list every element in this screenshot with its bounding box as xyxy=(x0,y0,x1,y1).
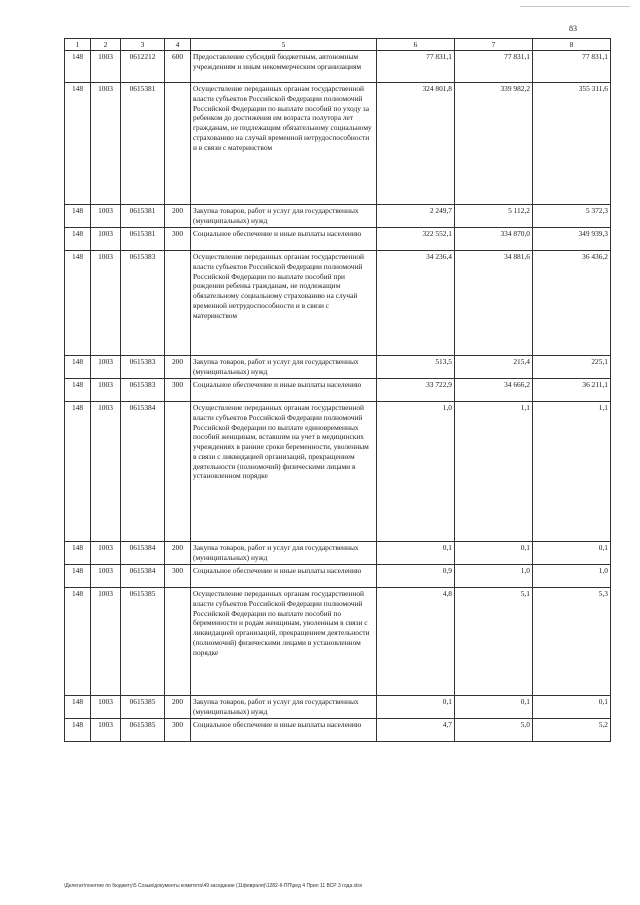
cell-name: Социальное обеспечение и иные выплаты населению xyxy=(191,379,377,402)
cell-year2: 0,1 xyxy=(455,696,533,719)
col-header: 6 xyxy=(377,39,455,51)
cell-rz: 1003 xyxy=(91,251,121,356)
cell-name: Осуществление переданных органам государственной власти субъектов Российской Федерации полномочий Российской Федерации по выплате пособий по уходу за ребенком до достижения им возраста полутора лет гражданам, не подлежащим обязательному социальному страхованию на случай временной нетрудоспособности и в связи с материнством xyxy=(191,83,377,205)
table-row xyxy=(65,356,611,379)
table-row xyxy=(65,542,611,565)
cell-cs: 0615383 xyxy=(121,379,165,402)
cell-name: Социальное обеспечение и иные выплаты населению xyxy=(191,228,377,251)
cell-gr: 148 xyxy=(65,51,91,83)
cell-cs: 0615381 xyxy=(121,83,165,205)
cell-cs: 0615385 xyxy=(121,696,165,719)
cell-rz: 1003 xyxy=(91,83,121,205)
page-number: 83 xyxy=(569,24,577,33)
cell-rz: 1003 xyxy=(91,696,121,719)
file-path-footer: \Делегат\понятие по бюджету\5 Созыв\документы комитета\49 заседание (11февраля)\1282-II-ПП\ред 4 Прил 11 ВСР 3 года.xlsx xyxy=(64,883,363,889)
cell-rz: 1003 xyxy=(91,565,121,588)
cell-year3: 5,2 xyxy=(533,719,611,742)
cell-cs: 0615381 xyxy=(121,205,165,228)
cell-year1: 34 236,4 xyxy=(377,251,455,356)
cell-gr: 148 xyxy=(65,402,91,542)
table-row xyxy=(65,251,611,356)
top-edge-marks xyxy=(520,0,630,7)
table-row xyxy=(65,719,611,742)
cell-year2: 34 881,6 xyxy=(455,251,533,356)
cell-gr: 148 xyxy=(65,719,91,742)
cell-year2: 334 870,0 xyxy=(455,228,533,251)
cell-year3: 1,0 xyxy=(533,565,611,588)
budget-table xyxy=(64,38,611,742)
cell-cs: 0615383 xyxy=(121,356,165,379)
cell-vr: 300 xyxy=(165,719,191,742)
cell-vr xyxy=(165,251,191,356)
cell-year2: 77 831,1 xyxy=(455,51,533,83)
table-row xyxy=(65,402,611,542)
table-row xyxy=(65,696,611,719)
cell-name: Закупка товаров, работ и услуг для государственных (муниципальных) нужд xyxy=(191,356,377,379)
cell-rz: 1003 xyxy=(91,379,121,402)
cell-name: Социальное обеспечение и иные выплаты населению xyxy=(191,565,377,588)
cell-gr: 148 xyxy=(65,356,91,379)
cell-gr: 148 xyxy=(65,228,91,251)
cell-year3: 225,1 xyxy=(533,356,611,379)
cell-vr xyxy=(165,83,191,205)
cell-year1: 77 831,1 xyxy=(377,51,455,83)
header-row xyxy=(65,39,611,51)
cell-gr: 148 xyxy=(65,588,91,696)
cell-name: Закупка товаров, работ и услуг для государственных (муниципальных) нужд xyxy=(191,696,377,719)
cell-year2: 5,0 xyxy=(455,719,533,742)
cell-cs: 0615384 xyxy=(121,542,165,565)
col-header: 8 xyxy=(533,39,611,51)
cell-year2: 215,4 xyxy=(455,356,533,379)
cell-year3: 0,1 xyxy=(533,542,611,565)
table-row xyxy=(65,379,611,402)
cell-year2: 5 112,2 xyxy=(455,205,533,228)
cell-rz: 1003 xyxy=(91,719,121,742)
cell-year1: 4,8 xyxy=(377,588,455,696)
cell-year2: 339 982,2 xyxy=(455,83,533,205)
cell-name: Закупка товаров, работ и услуг для государственных (муниципальных) нужд xyxy=(191,205,377,228)
cell-vr: 200 xyxy=(165,356,191,379)
cell-year3: 36 436,2 xyxy=(533,251,611,356)
cell-vr xyxy=(165,402,191,542)
table-row xyxy=(65,588,611,696)
cell-vr: 300 xyxy=(165,228,191,251)
cell-year3: 355 311,6 xyxy=(533,83,611,205)
cell-gr: 148 xyxy=(65,542,91,565)
cell-gr: 148 xyxy=(65,696,91,719)
cell-gr: 148 xyxy=(65,83,91,205)
cell-name: Осуществление переданных органам государственной власти субъектов Российской Федерации полномочий Российской Федерации по выплате единовременных пособий женщинам, вставшим на учет в медицинских учреждениях в ранние сроки беременности, уволенным в связи с ликвидацией организаций, прекращением деятельности (полномочий) физическими лицами в установленном порядке xyxy=(191,402,377,542)
col-header: 5 xyxy=(191,39,377,51)
cell-name: Осуществление переданных органам государственной власти субъектов Российской Федерации полномочий Российской Федерации по выплате пособий по беременности и родам женщинам, уволенным в связи с ликвидацией организаций, прекращением деятельности (полномочий) физическими лицами в установленном порядке xyxy=(191,588,377,696)
cell-vr: 200 xyxy=(165,696,191,719)
cell-gr: 148 xyxy=(65,251,91,356)
cell-year1: 0,1 xyxy=(377,542,455,565)
cell-vr: 300 xyxy=(165,565,191,588)
cell-year1: 322 552,1 xyxy=(377,228,455,251)
cell-rz: 1003 xyxy=(91,51,121,83)
table-row xyxy=(65,83,611,205)
cell-vr: 200 xyxy=(165,205,191,228)
cell-vr: 600 xyxy=(165,51,191,83)
cell-vr: 300 xyxy=(165,379,191,402)
table-row xyxy=(65,205,611,228)
col-header: 1 xyxy=(65,39,91,51)
cell-rz: 1003 xyxy=(91,205,121,228)
cell-year2: 1,0 xyxy=(455,565,533,588)
cell-year2: 1,1 xyxy=(455,402,533,542)
cell-vr xyxy=(165,588,191,696)
cell-cs: 0615381 xyxy=(121,228,165,251)
cell-year1: 4,7 xyxy=(377,719,455,742)
cell-year3: 5,3 xyxy=(533,588,611,696)
cell-year1: 513,5 xyxy=(377,356,455,379)
cell-gr: 148 xyxy=(65,205,91,228)
cell-rz: 1003 xyxy=(91,228,121,251)
cell-name: Закупка товаров, работ и услуг для государственных (муниципальных) нужд xyxy=(191,542,377,565)
col-header: 7 xyxy=(455,39,533,51)
table-row xyxy=(65,228,611,251)
cell-year1: 33 722,9 xyxy=(377,379,455,402)
col-header: 4 xyxy=(165,39,191,51)
cell-rz: 1003 xyxy=(91,356,121,379)
cell-year2: 0,1 xyxy=(455,542,533,565)
cell-year1: 1,0 xyxy=(377,402,455,542)
cell-cs: 0615385 xyxy=(121,588,165,696)
cell-year1: 0,9 xyxy=(377,565,455,588)
cell-gr: 148 xyxy=(65,379,91,402)
cell-year2: 34 666,2 xyxy=(455,379,533,402)
cell-year3: 0,1 xyxy=(533,696,611,719)
cell-year3: 5 372,3 xyxy=(533,205,611,228)
cell-name: Предоставление субсидий бюджетным, автономным учреждениям и иным некоммерческим организациям xyxy=(191,51,377,83)
cell-year1: 0,1 xyxy=(377,696,455,719)
cell-cs: 0612212 xyxy=(121,51,165,83)
cell-rz: 1003 xyxy=(91,542,121,565)
cell-gr: 148 xyxy=(65,565,91,588)
cell-rz: 1003 xyxy=(91,588,121,696)
cell-year1: 324 801,8 xyxy=(377,83,455,205)
cell-cs: 0615384 xyxy=(121,402,165,542)
cell-vr: 200 xyxy=(165,542,191,565)
cell-cs: 0615385 xyxy=(121,719,165,742)
cell-cs: 0615383 xyxy=(121,251,165,356)
cell-name: Социальное обеспечение и иные выплаты населению xyxy=(191,719,377,742)
cell-name: Осуществление переданных органам государственной власти субъектов Российской Федерации полномочий Российской Федерации по выплате пособий при рождении ребенка гражданам, не подлежащим обязательному социальному страхованию на случай временной нетрудоспособности и в связи с материнством xyxy=(191,251,377,356)
table-row xyxy=(65,51,611,83)
cell-year1: 2 249,7 xyxy=(377,205,455,228)
cell-rz: 1003 xyxy=(91,402,121,542)
table-row xyxy=(65,565,611,588)
col-header: 2 xyxy=(91,39,121,51)
cell-year3: 349 939,3 xyxy=(533,228,611,251)
col-header: 3 xyxy=(121,39,165,51)
cell-year2: 5,1 xyxy=(455,588,533,696)
cell-year3: 77 831,1 xyxy=(533,51,611,83)
cell-cs: 0615384 xyxy=(121,565,165,588)
cell-year3: 1,1 xyxy=(533,402,611,542)
cell-year3: 36 211,1 xyxy=(533,379,611,402)
